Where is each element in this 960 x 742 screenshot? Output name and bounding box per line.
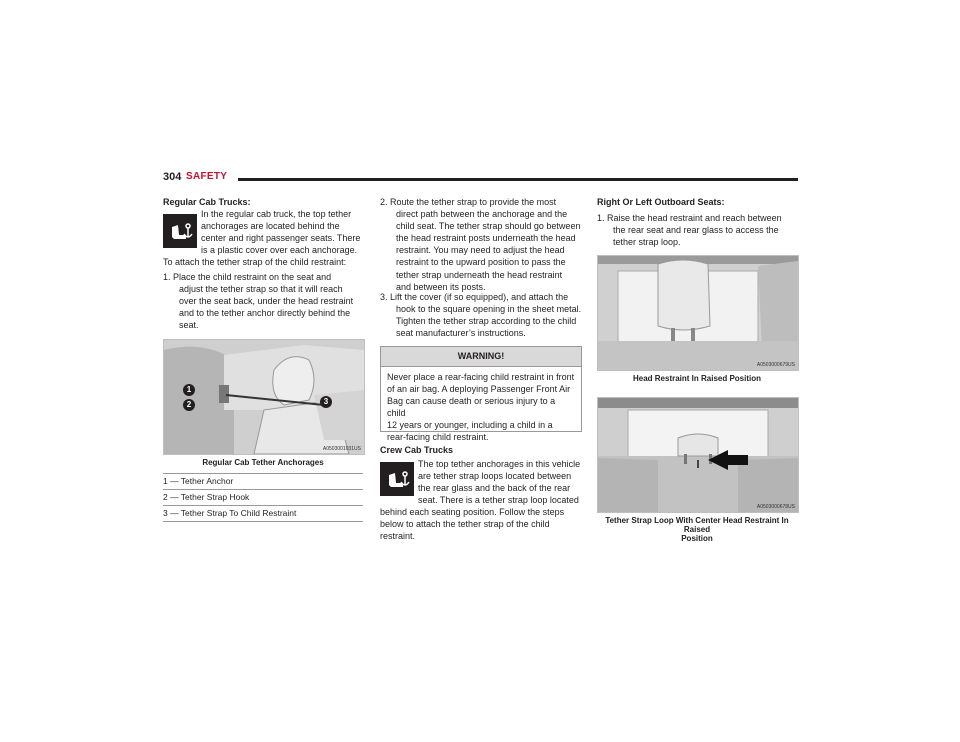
marker-2: 2 xyxy=(183,399,195,411)
figure-caption: Regular Cab Tether Anchorages xyxy=(202,458,324,467)
intro-line: anchorages are located behind the xyxy=(201,221,340,232)
step-3 xyxy=(380,291,585,339)
step-line: child seat. The tether strap should go between xyxy=(396,221,581,232)
regular-cab-intro xyxy=(201,208,366,256)
step-line: the rear seat and rear glass to access the xyxy=(613,225,779,236)
step-line: tether strap underneath the head restraint xyxy=(396,269,563,280)
step-line: restraint. You may need to adjust the head xyxy=(396,245,565,256)
warning-box xyxy=(380,346,582,443)
crew-line: seat. There is a tether strap loop located xyxy=(418,495,579,506)
crew-line: below to attach the tether strap of the child xyxy=(380,519,550,530)
crew-cab-text-top xyxy=(418,458,583,506)
warning-line: 12 years or younger, including a child in a xyxy=(387,420,553,431)
head-restraint-photo xyxy=(597,255,799,371)
crew-line: the rear glass and the back of the rear xyxy=(418,483,571,494)
warning-line: Never place a rear-facing child restraint in front xyxy=(387,372,575,382)
figure-id: A0503000679US xyxy=(756,362,795,368)
step-line: seat manufacturer’s instructions. xyxy=(396,328,526,339)
intro-line: In the regular cab truck, the top tether xyxy=(201,209,352,219)
warning-line: Bag can cause death or serious injury to a child xyxy=(387,396,556,419)
regular-cab-heading: Regular Cab Trucks: xyxy=(163,197,251,207)
step-line: 2. Route the tether strap to provide the most xyxy=(380,197,557,207)
warning-line: rear-facing child restraint. xyxy=(387,432,489,443)
step-line: adjust the tether strap so that it will reach xyxy=(179,284,343,295)
step-line: 3. Lift the cover (if so equipped), and attach the xyxy=(380,292,569,302)
step-line: and between its posts. xyxy=(396,281,486,292)
child-seat-tether-icon xyxy=(380,462,414,496)
section-title: SAFETY xyxy=(186,171,228,182)
caption-line: Position xyxy=(681,534,713,543)
page-number: 304 xyxy=(163,171,182,183)
step-line: direct path between the anchorage and the xyxy=(396,209,568,220)
crew-line: behind each seating position. Follow the steps xyxy=(380,507,565,517)
tether-loop-photo xyxy=(597,397,799,513)
caption-line: Tether Strap Loop With Center Head Restraint In Raised xyxy=(605,516,789,534)
crew-line: The top tether anchorages in this vehicle xyxy=(418,459,581,469)
crew-line: restraint. xyxy=(380,531,416,542)
intro-line: center and right passenger seats. There xyxy=(201,233,361,244)
legend-row: 3 — Tether Strap To Child Restraint xyxy=(163,506,363,522)
header-rule xyxy=(238,178,798,181)
outboard-seats-heading: Right Or Left Outboard Seats: xyxy=(597,197,725,207)
crew-cab-heading: Crew Cab Trucks xyxy=(380,445,454,455)
legend-row: 1 — Tether Anchor xyxy=(163,474,363,490)
attach-instruction: To attach the tether strap of the child restraint: xyxy=(163,257,347,267)
figure-id: A0503000678US xyxy=(756,504,795,510)
intro-line: is a plastic cover over each anchorage. xyxy=(201,245,358,256)
step-line: over the seat back, under the head restraint xyxy=(179,296,354,307)
figure-id: A0503001031US xyxy=(322,446,361,452)
step-line: Tighten the tether strap according to the child xyxy=(396,316,577,327)
outboard-step-1 xyxy=(597,212,802,248)
step-line: hook to the square opening in the sheet metal. xyxy=(396,304,582,315)
child-seat-tether-icon xyxy=(163,214,197,248)
legend-table xyxy=(163,473,363,522)
regular-cab-photo xyxy=(163,339,365,455)
figure-caption: Head Restraint In Raised Position xyxy=(632,374,762,383)
step-line: and to the tether anchor directly behind the xyxy=(179,308,351,319)
step-line: restraint to the upward position to pass the xyxy=(396,257,566,268)
step-line: the head restraint posts underneath the head xyxy=(396,233,576,244)
crew-cab-text-bottom xyxy=(380,506,585,542)
step-1 xyxy=(163,271,368,331)
warning-title: WARNING! xyxy=(381,347,581,367)
step-line: seat. xyxy=(179,320,199,331)
marker-1: 1 xyxy=(183,384,195,396)
step-line: 1. Place the child restraint on the seat and xyxy=(163,272,332,282)
step-line: tether strap loop. xyxy=(613,237,681,248)
crew-line: are tether strap loops located between xyxy=(418,471,572,482)
legend-row: 2 — Tether Strap Hook xyxy=(163,490,363,506)
step-2 xyxy=(380,196,585,293)
warning-text xyxy=(381,367,581,444)
warning-line: of an air bag. A deploying Passenger Front Air xyxy=(387,384,571,395)
step-line: 1. Raise the head restraint and reach between xyxy=(597,213,782,223)
figure-caption xyxy=(597,516,797,543)
marker-3: 3 xyxy=(320,396,332,408)
